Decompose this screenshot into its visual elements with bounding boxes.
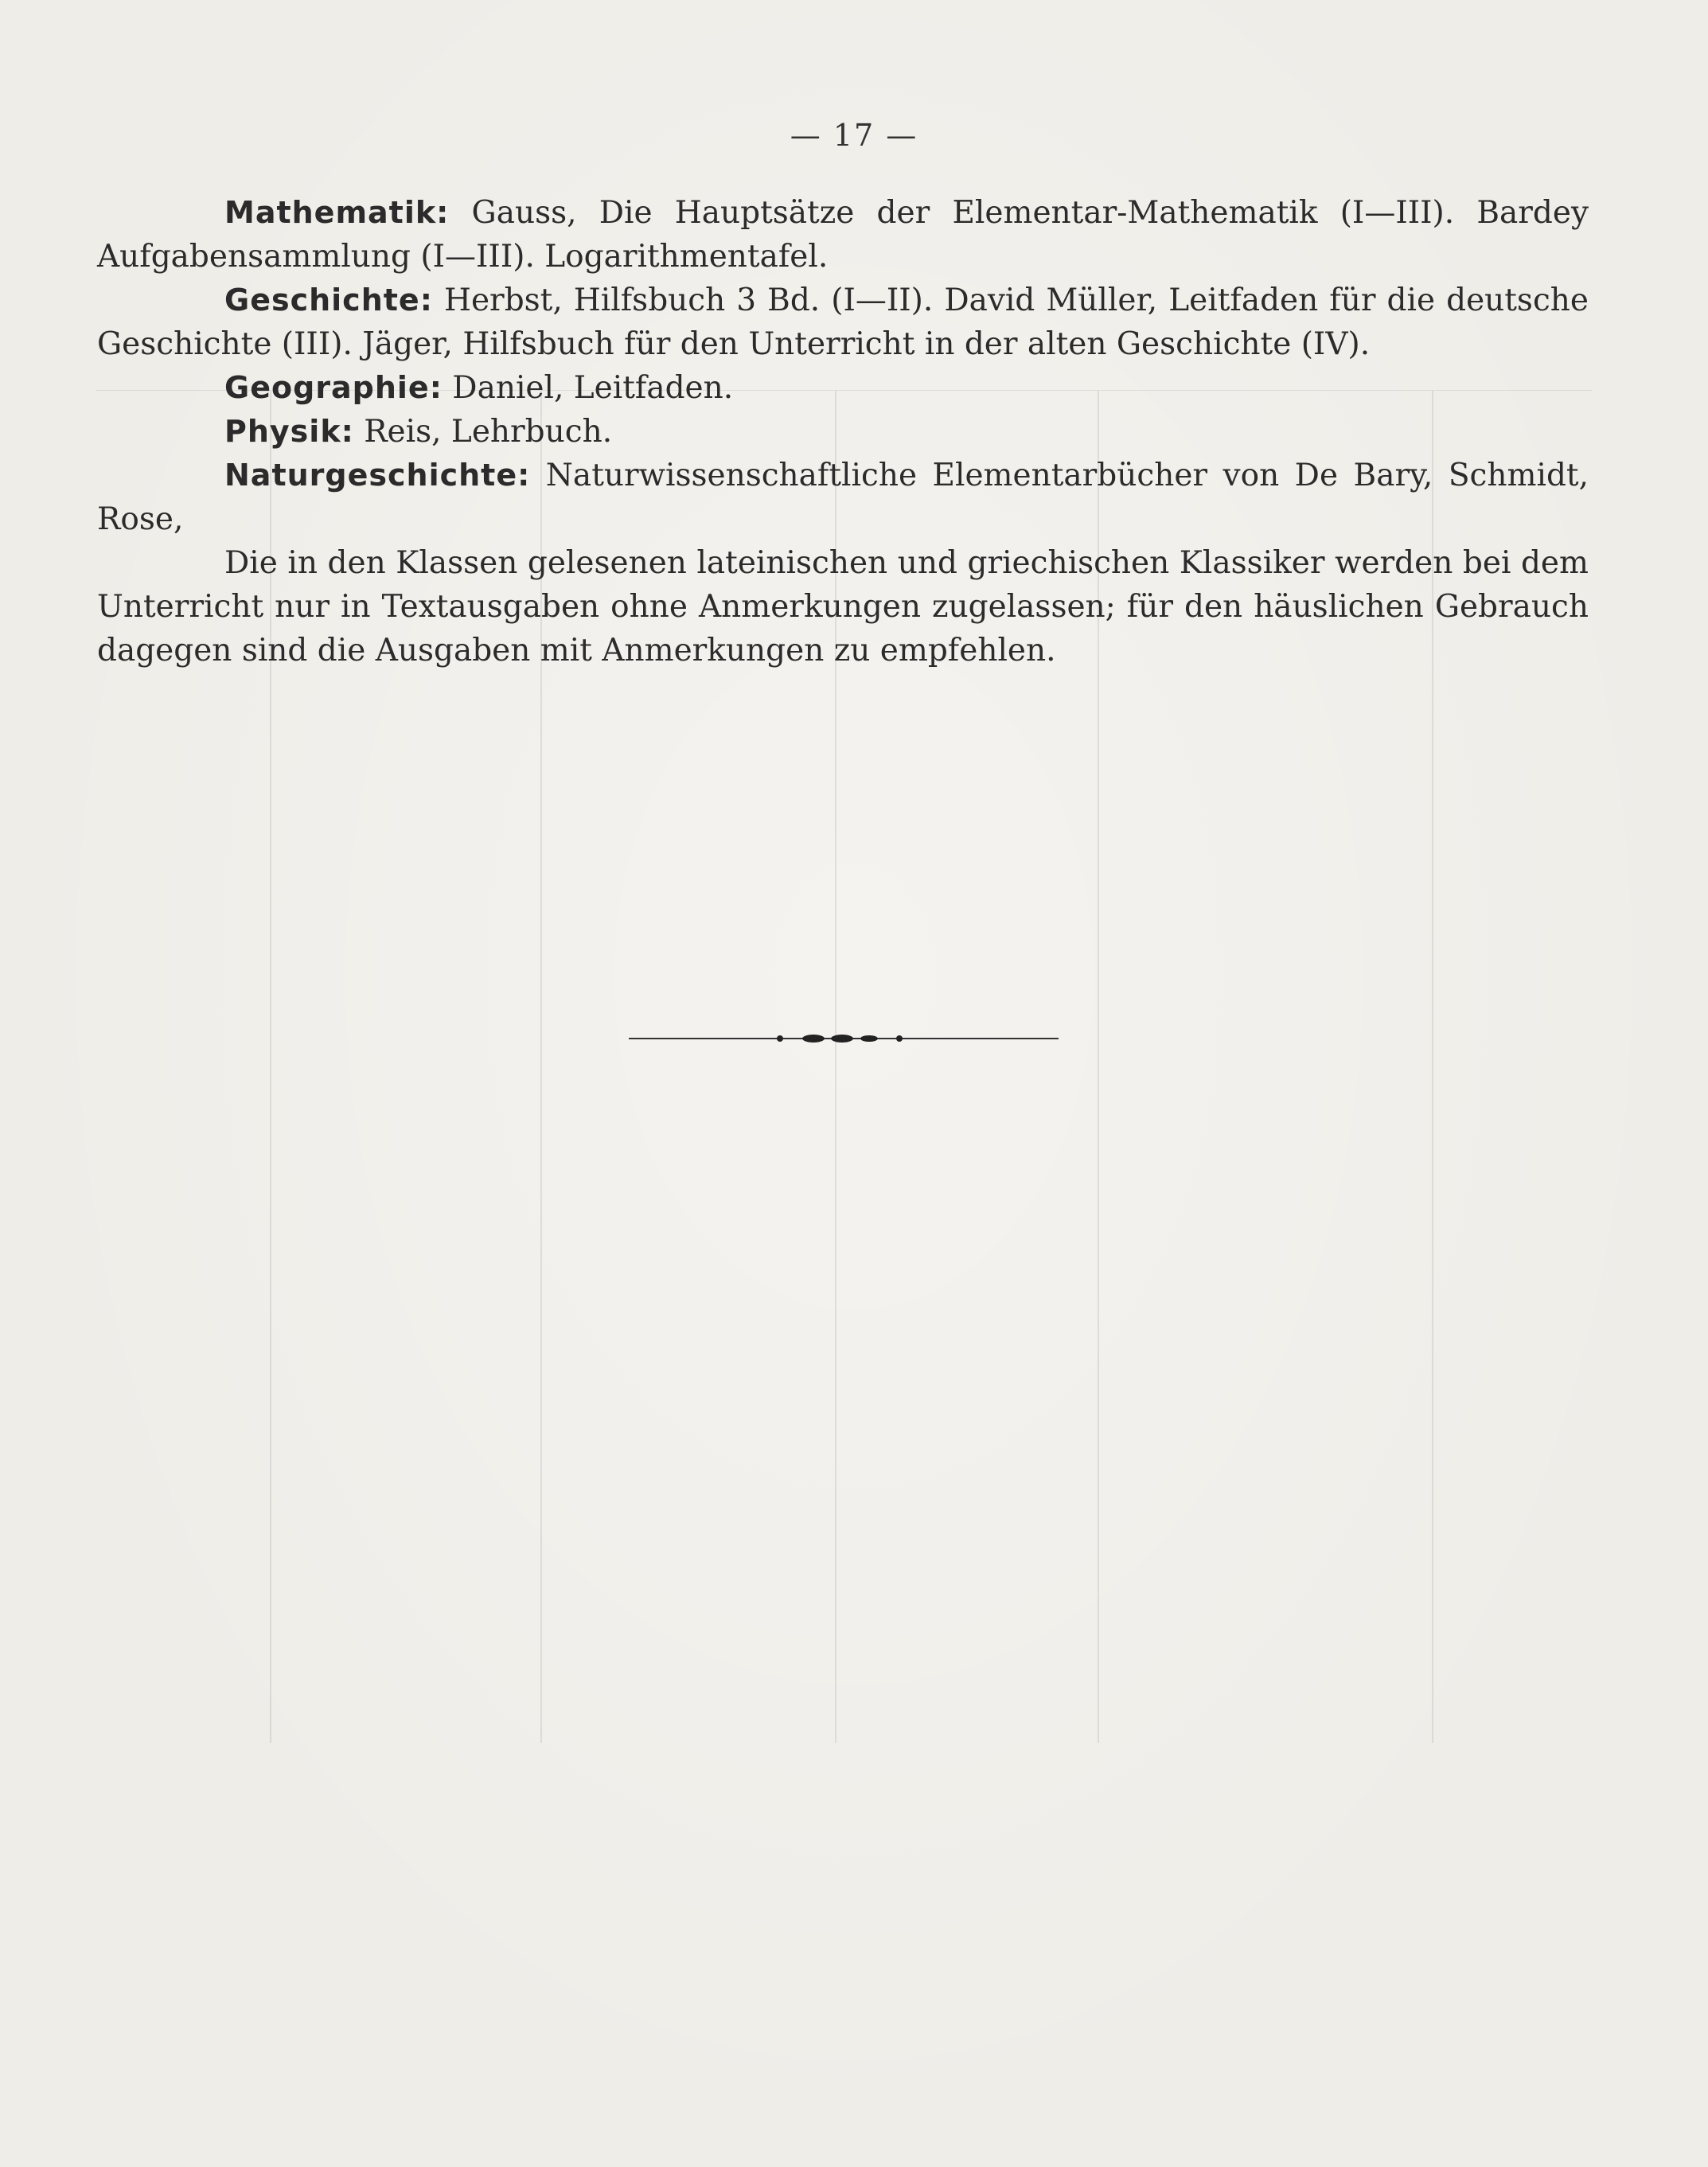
book-list-text	[97, 191, 1589, 672]
page-number: — 17 —	[790, 118, 918, 153]
paragraph-geschichte	[97, 279, 1589, 366]
subject-heading: Mathematik:	[224, 195, 450, 230]
paragraph-geographie	[97, 366, 1589, 410]
paragraph-mathematik	[97, 191, 1589, 279]
paragraph-physik	[97, 410, 1589, 454]
paragraph-text: Gauss, Die Hauptsätze der Elementar-Mathematik (I—III). Bardey Aufgabensammlung (I—III). Logarithmentafel.	[97, 195, 1589, 275]
divider-ornament-icon	[629, 1031, 1059, 1046]
paragraph-text: Herbst, Hilfsbuch 3 Bd. (I—II). David Müller, Leitfaden für die deutsche Geschichte (III). Jäger, Hilfsbuch für den Unterricht in der alten Geschichte (IV).	[97, 283, 1589, 362]
subject-heading: Geographie:	[224, 370, 443, 405]
subject-heading: Physik:	[224, 414, 354, 449]
paragraph-text: Reis, Lehrbuch.	[353, 414, 613, 450]
subject-heading: Naturgeschichte:	[224, 458, 531, 493]
paragraph-text: Daniel, Leitfaden.	[442, 370, 734, 406]
paragraph-text: Naturwissenschaftliche Elementarbücher von De Bary, Schmidt, Rose,	[97, 458, 1589, 537]
paragraph-text: Die in den Klassen gelesenen lateinischen und griechischen Klassiker werden bei dem Unterricht nur in Textausgaben ohne Anmerkungen zugelassen; für den häuslichen Gebrauch dagegen sind die Ausgaben mit Anmerkungen zu empfehlen.	[97, 545, 1589, 668]
paragraph-naturgeschichte	[97, 454, 1589, 541]
paragraph-klassiker	[97, 541, 1589, 672]
subject-heading: Geschichte:	[224, 283, 433, 318]
ornamental-divider	[629, 1031, 1059, 1046]
